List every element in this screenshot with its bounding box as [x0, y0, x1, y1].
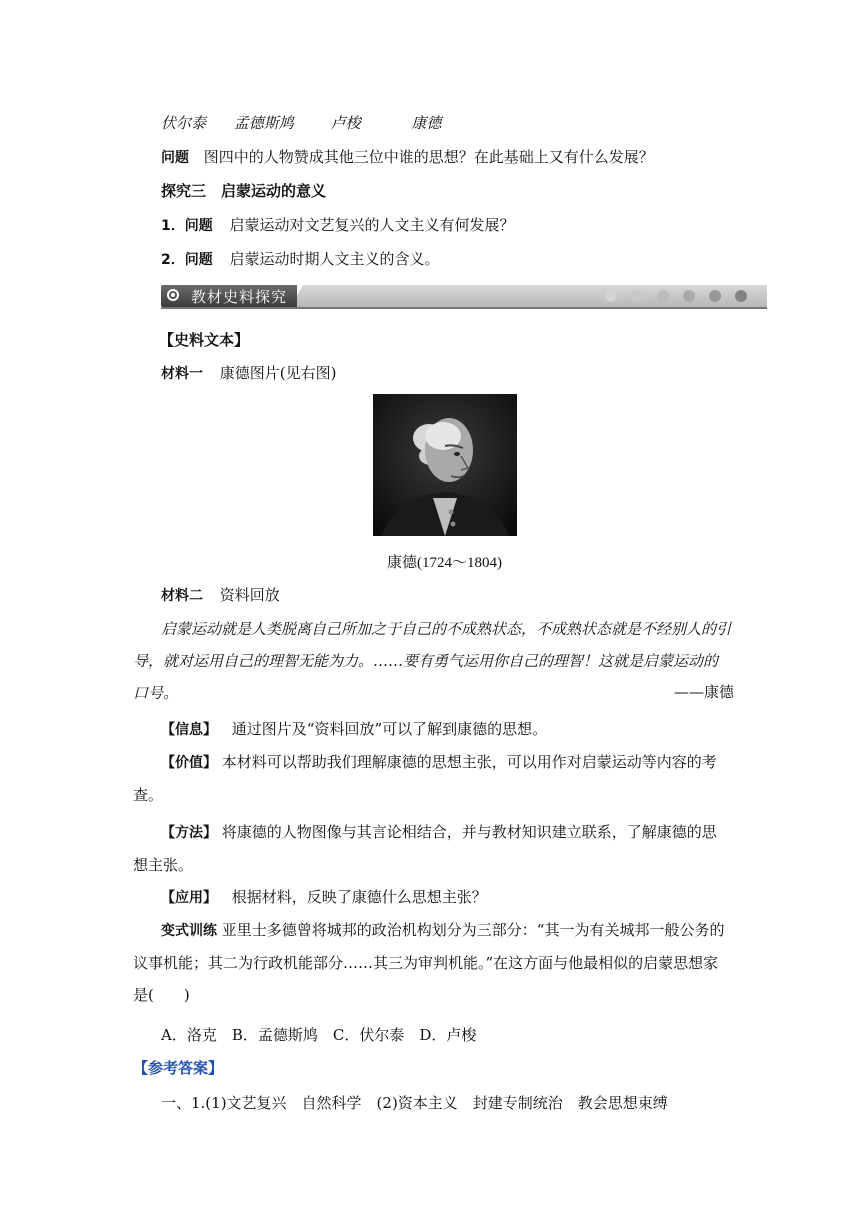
banner-dot-icon: [683, 290, 695, 302]
method-label: 【方法】: [161, 825, 217, 841]
banner-dot-icon: [735, 290, 747, 302]
exercise-text: 亚里士多德曾将城邦的政治机构划分为三部分：“其一为有关城邦一般公务的议事机能；其二为行政机能部分……其三为审判机能。”在这方面与他最相似的启蒙思想家是( ): [133, 921, 725, 1004]
material2-label: 材料二: [161, 588, 203, 604]
kant-portrait: [373, 394, 517, 536]
q1-label: 1．问题: [161, 218, 213, 234]
material1-label: 材料一: [161, 366, 203, 382]
answer-line: 一、1.(1)文艺复兴 自然科学 (2)资本主义 封建专制统治 教会思想束缚: [161, 1094, 668, 1112]
question-1: [161, 214, 515, 235]
material-2: [161, 584, 280, 605]
source-text-header: 【史料文本】: [159, 331, 250, 349]
name-voltaire: 伏尔泰: [161, 114, 207, 132]
quote-attribution: ——康德: [674, 683, 735, 701]
banner-bullet-icon: [167, 289, 179, 301]
apply-line: [161, 886, 487, 907]
question-label: 问题: [161, 150, 189, 166]
exercise-label: 变式训练: [161, 923, 217, 939]
apply-label: 【应用】: [161, 890, 217, 906]
banner-light-bar: [291, 285, 767, 307]
section-banner: [161, 282, 767, 310]
name-montesquieu: 孟德斯鸠: [233, 114, 294, 132]
q1-text: 启蒙运动对文艺复兴的人文主义有何发展？: [229, 216, 515, 234]
exercise-options: A．洛克 B．孟德斯鸠 C．伏尔泰 D．卢梭: [161, 1026, 477, 1044]
value-text: 本材料可以帮助我们理解康德的思想主张，可以用作对启蒙运动等内容的考查。: [133, 753, 717, 804]
banner-underline: [161, 307, 767, 309]
kant-quote: 启蒙运动就是人类脱离自己所加之于自己的不成熟状态，不成熟状态就是不经别人的引导，就对运用自己的理智无能为力。……要有勇气运用你自己的理智！这就是启蒙运动的口号。: [133, 620, 732, 702]
banner-dot-icon: [605, 290, 617, 302]
banner-dot-icon: [631, 290, 643, 302]
material-1: [161, 362, 337, 383]
name-kant: 康德: [411, 114, 442, 132]
method-text: 将康德的人物图像与其言论相结合，并与教材知识建立联系，了解康德的思想主张。: [133, 823, 717, 874]
q2-label: 2．问题: [161, 252, 213, 268]
portrait-names-row: [161, 112, 441, 133]
exercise-paragraph: [133, 914, 731, 1011]
info-label: 【信息】: [161, 722, 217, 738]
apply-text: 根据材料，反映了康德什么思想主张？: [231, 888, 487, 906]
section3-heading: 探究三 启蒙运动的意义: [161, 182, 327, 200]
portrait-caption: 康德(1724～1804): [387, 555, 502, 571]
q2-text: 启蒙运动时期人文主义的含义。: [229, 250, 440, 268]
question-text: 图四中的人物赞成其他三位中谁的思想？在此基础上又有什么发展？: [203, 148, 654, 166]
info-line: [161, 718, 547, 739]
banner-title: 教材史料探究: [191, 288, 288, 306]
name-rousseau: 卢梭: [330, 114, 361, 132]
material1-text: 康德图片(见右图): [219, 364, 337, 382]
question-line: [161, 146, 654, 167]
method-paragraph: [133, 816, 731, 881]
value-paragraph: [133, 746, 731, 811]
banner-dot-icon: [709, 290, 721, 302]
value-label: 【价值】: [161, 755, 217, 771]
material2-text: 资料回放: [219, 586, 280, 604]
banner-dot-icon: [657, 290, 669, 302]
info-text: 通过图片及“资料回放”可以了解到康德的思想。: [231, 720, 548, 738]
question-2: [161, 248, 440, 269]
answer-header: 【参考答案】: [133, 1059, 224, 1077]
